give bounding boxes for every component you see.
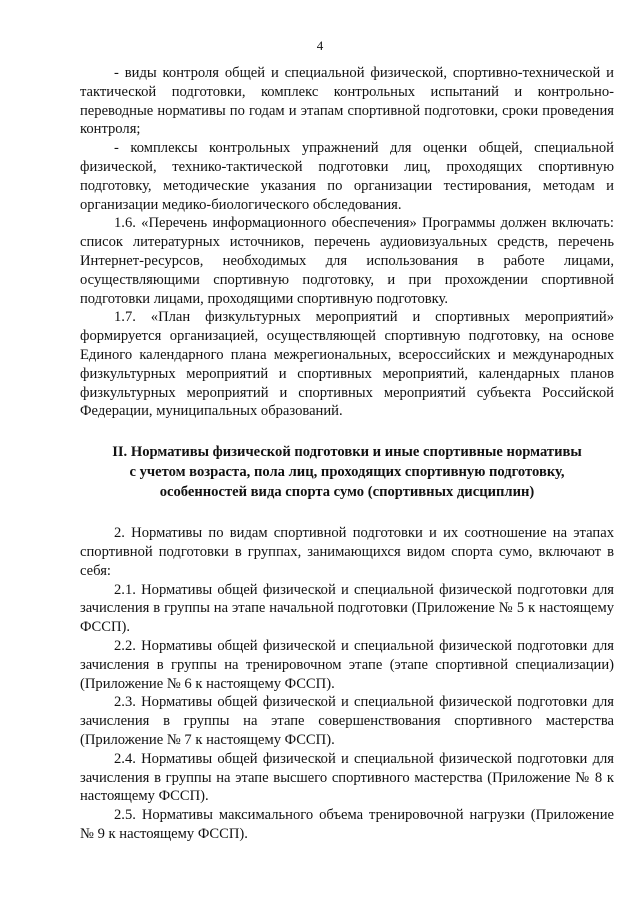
section-heading-line: особенностей вида спорта сумо (спортивных дисциплин)	[159, 484, 535, 501]
paragraph-1-7: 1.7. «План физкультурных мероприятий и спортивных мероприятий» формируется организацией, осуществляющей спортивную подготовку, на основе Единого календарного плана межрегиональных, всероссийских и международных физкультурных мероприятий и спортивных мероприятий, календарных планов физкультурных мероприятий и спортивных мероприятий субъекта Российской Федерации, муниципальных образований.	[80, 309, 614, 420]
section-heading-line: II. Нормативы физической подготовки и иные спортивные нормативы	[112, 444, 582, 461]
page-number: 4	[316, 38, 324, 53]
paragraph-control-types: - виды контроля общей и специальной физической, спортивно-технической и тактической подготовки, комплекс контрольных испытаний и контрольно-переводные нормативы по годам и этапам спортивной подготовки, сроки проведения контроля;	[80, 65, 614, 138]
section-heading	[80, 442, 614, 502]
paragraph-control-exercises: - комплексы контрольных упражнений для оценки общей, специальной физической, технико-тактической подготовки лиц, проходящих спортивную подготовку, методические указания по организации тестирования, методам и организации медико-биологического обследования.	[80, 140, 614, 213]
paragraph-2-1: 2.1. Нормативы общей физической и специальной физической подготовки для зачисления в группы на этапе начальной подготовки (Приложение № 5 к настоящему ФССП).	[80, 581, 614, 636]
section-heading-line: с учетом возраста, пола лиц, проходящих спортивную подготовку,	[129, 464, 565, 481]
paragraph-1-6: 1.6. «Перечень информационного обеспечения» Программы должен включать: список литературных источников, перечень аудиовизуальных средств, перечень Интернет-ресурсов, необходимых для использования в работе лицами, осуществляющими спортивную подготовку, и при прохождении спортивной подготовки лицами, проходящими спортивную подготовку.	[80, 215, 614, 307]
paragraph-2-5: 2.5. Нормативы максимального объема тренировочной нагрузки (Приложение № 9 к настоящему ФССП).	[80, 807, 614, 842]
paragraph-2: 2. Нормативы по видам спортивной подготовки и их соотношение на этапах спортивной подготовки в группах, занимающихся видом спорта сумо, включают в себя:	[80, 525, 614, 579]
paragraph-2-2: 2.2. Нормативы общей физической и специальной физической подготовки для зачисления в группы на тренировочном этапе (этапе спортивной специализации) (Приложение № 6 к настоящему ФССП).	[80, 637, 614, 692]
paragraph-2-4: 2.4. Нормативы общей физической и специальной физической подготовки для зачисления в группы на этапе высшего спортивного мастерства (Приложение № 8 к настоящему ФССП).	[80, 750, 614, 805]
paragraph-2-3: 2.3. Нормативы общей физической и специальной физической подготовки для зачисления в группы на этапе совершенствования спортивного мастерства (Приложение № 7 к настоящему ФССП).	[80, 694, 614, 748]
document-body	[80, 64, 614, 844]
